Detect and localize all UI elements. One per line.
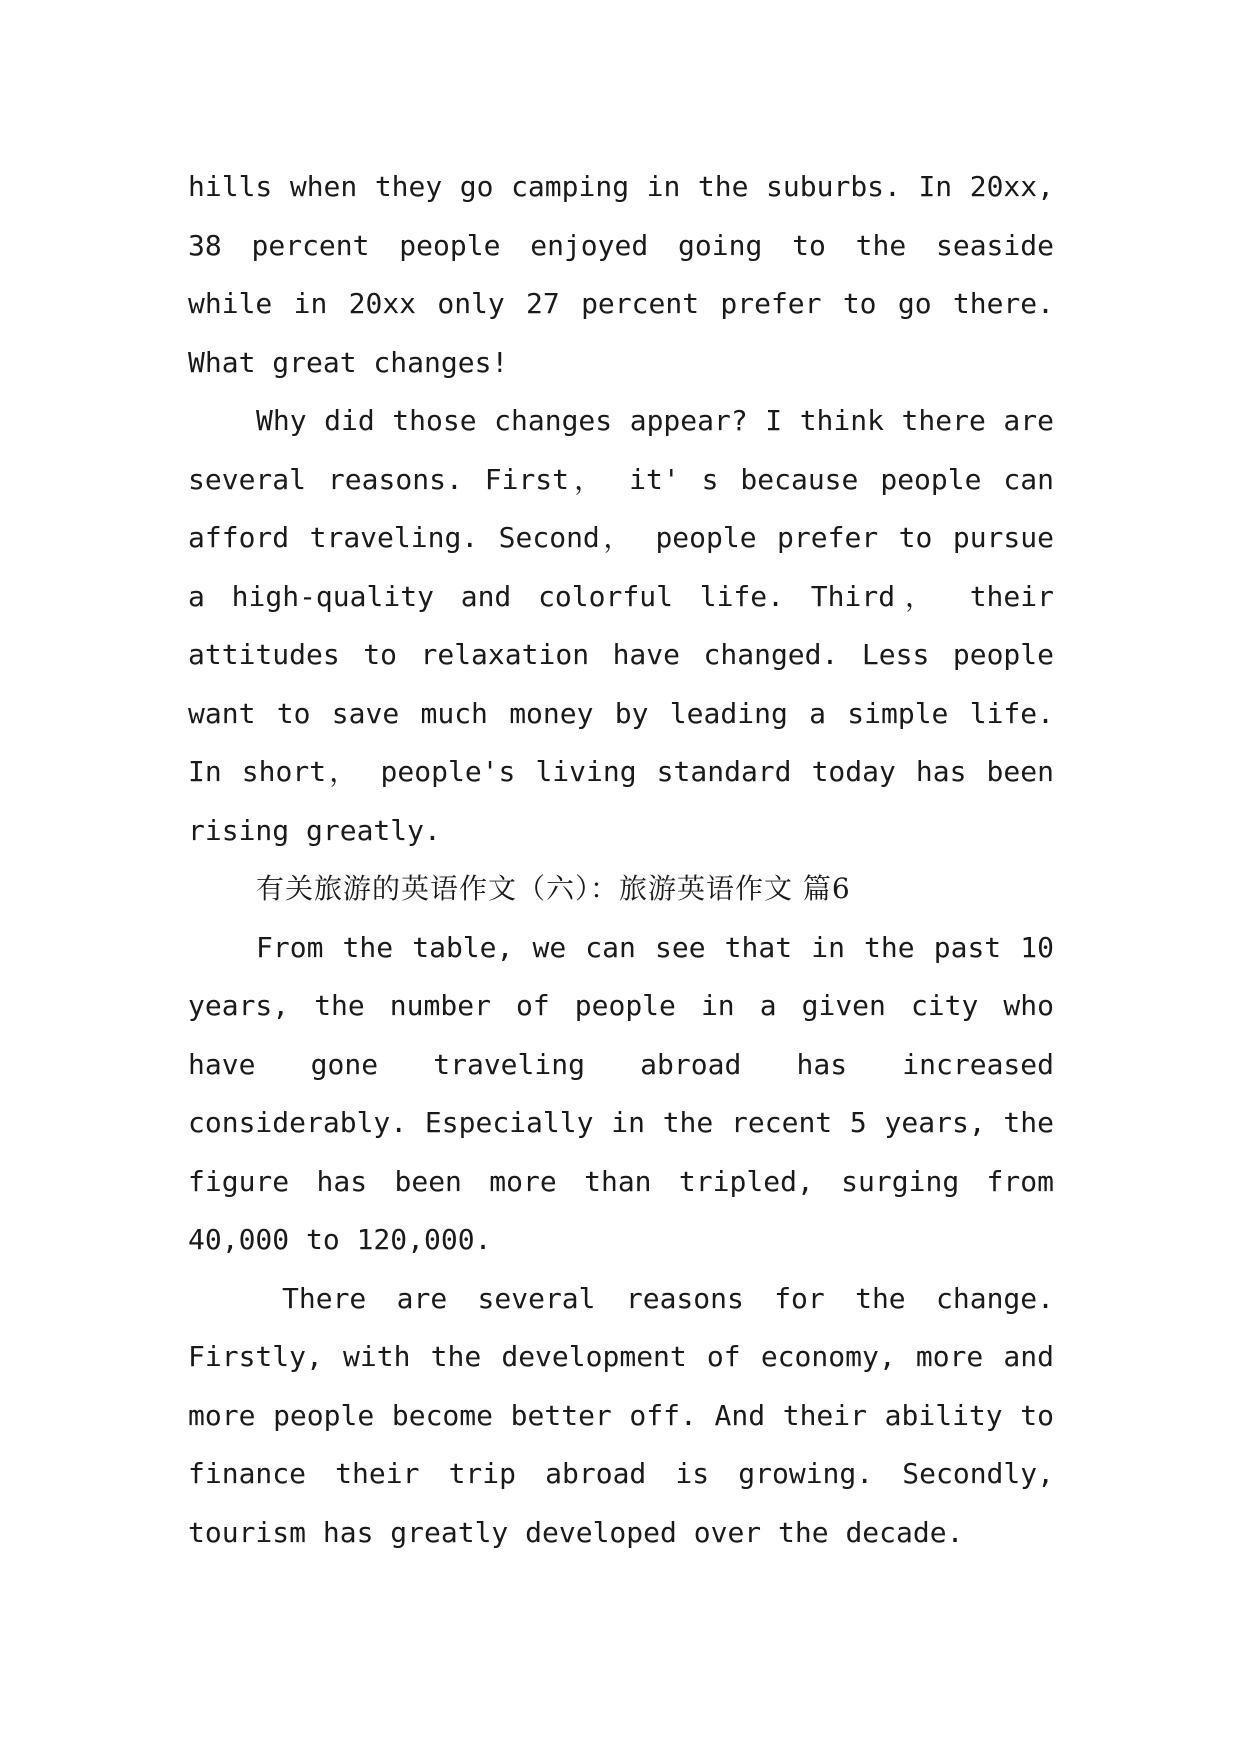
paragraph-change-reasons: There are several reasons for the change. Firstly, with the development of economy, more and more people become better off. And their ability to finance their trip abroad is growing. Secondly, tourism has greatly developed over the decade. — [188, 1281, 1054, 1549]
document-body — [188, 158, 1054, 1562]
paragraph-table-summary: From the table, we can see that in the past 10 years, the number of people in a given city who have gone traveling abroad has increased considerably. Especially in the recent 5 years, the figure has been more than tripled, surging from 40,000 to 120,000. — [188, 930, 1054, 1256]
paragraph-camping-stats: hills when they go camping in the suburbs. In 20xx, 38 percent people enjoyed going to the seaside while in 20xx only 27 percent prefer to go there. What great changes! — [188, 170, 1054, 379]
paragraph-reasons: Why did those changes appear? I think there are several reasons. First， it' s because people can afford traveling. Second， people prefer to pursue a high-quality and colorful life. Third， their attitudes to relaxation have changed. Less people want to save much money by leading a simple life. In short， people's living standard today has been rising greatly. — [188, 404, 1054, 847]
section-heading: 有关旅游的英语作文（六）：旅游英语作文 篇6 — [256, 872, 851, 905]
